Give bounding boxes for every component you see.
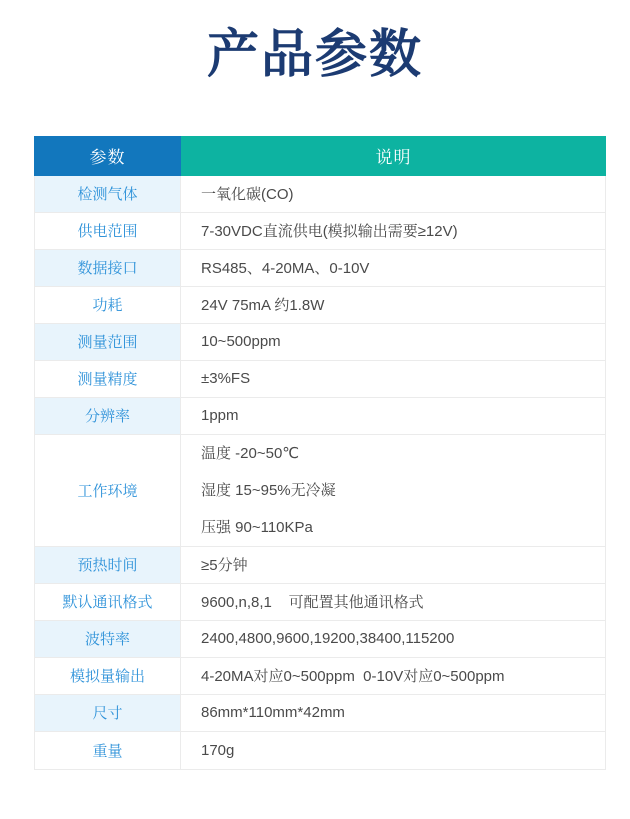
page-title: 产品参数	[206, 26, 423, 84]
param-name-cell: 数据接口	[35, 250, 181, 286]
param-value-cell: 24V 75mA 约1.8W	[201, 297, 325, 315]
product-spec-table	[34, 136, 606, 770]
param-name-cell: 预热时间	[35, 547, 181, 583]
table-row	[35, 250, 605, 287]
table-row	[35, 658, 605, 695]
param-value-cell: 4-20MA对应0~500ppm 0-10V对应0~500ppm	[201, 668, 505, 686]
param-value-cell	[181, 435, 605, 546]
param-name-cell: 模拟量输出	[35, 658, 181, 694]
param-value-cell: 10~500ppm	[201, 333, 281, 351]
table-row	[35, 621, 605, 658]
header-param-cell: 参数	[34, 136, 181, 176]
param-name-cell: 波特率	[35, 621, 181, 657]
param-name-cell: 供电范围	[35, 213, 181, 249]
table-row	[35, 176, 605, 213]
param-name-cell: 分辨率	[35, 398, 181, 434]
table-row	[35, 547, 605, 584]
param-name-cell: 默认通讯格式	[35, 584, 181, 620]
param-name-cell: 尺寸	[35, 695, 181, 731]
param-value-cell: 9600,n,8,1 可配置其他通讯格式	[201, 594, 424, 612]
param-value-cell: RS485、4-20MA、0-10V	[201, 260, 370, 278]
table-row	[35, 287, 605, 324]
table-body	[34, 176, 606, 770]
param-value-cell: ±3%FS	[201, 370, 251, 388]
param-value-cell: 1ppm	[201, 407, 239, 425]
table-row	[35, 695, 605, 732]
param-name-cell: 功耗	[35, 287, 181, 323]
table-row	[35, 213, 605, 250]
param-value-cell: 2400,4800,9600,19200,38400,115200	[201, 630, 455, 648]
table-row	[35, 361, 605, 398]
table-row	[35, 398, 605, 435]
param-value-line: 温度 -20~50℃	[201, 444, 300, 462]
param-name-cell: 重量	[35, 732, 181, 769]
param-value-cell: 86mm*110mm*42mm	[201, 704, 345, 722]
param-value-cell: 一氧化碳(CO)	[201, 186, 294, 204]
table-row	[35, 584, 605, 621]
param-value-cell: 7-30VDC直流供电(模拟输出需要≥12V)	[201, 223, 458, 241]
param-name-cell: 工作环境	[35, 435, 181, 546]
table-row	[35, 324, 605, 361]
param-value-line: 湿度 15~95%无冷凝	[201, 481, 336, 499]
param-value-cell: 170g	[201, 741, 235, 759]
header-desc-cell: 说明	[181, 136, 606, 176]
param-name-cell: 测量精度	[35, 361, 181, 397]
param-value-line: 压强 90~110KPa	[201, 518, 313, 536]
table-header-row	[34, 136, 606, 176]
param-value-cell: ≥5分钟	[201, 557, 248, 575]
table-row	[35, 732, 605, 769]
param-name-cell: 测量范围	[35, 324, 181, 360]
param-name-cell: 检测气体	[35, 176, 181, 212]
table-row	[35, 435, 605, 547]
